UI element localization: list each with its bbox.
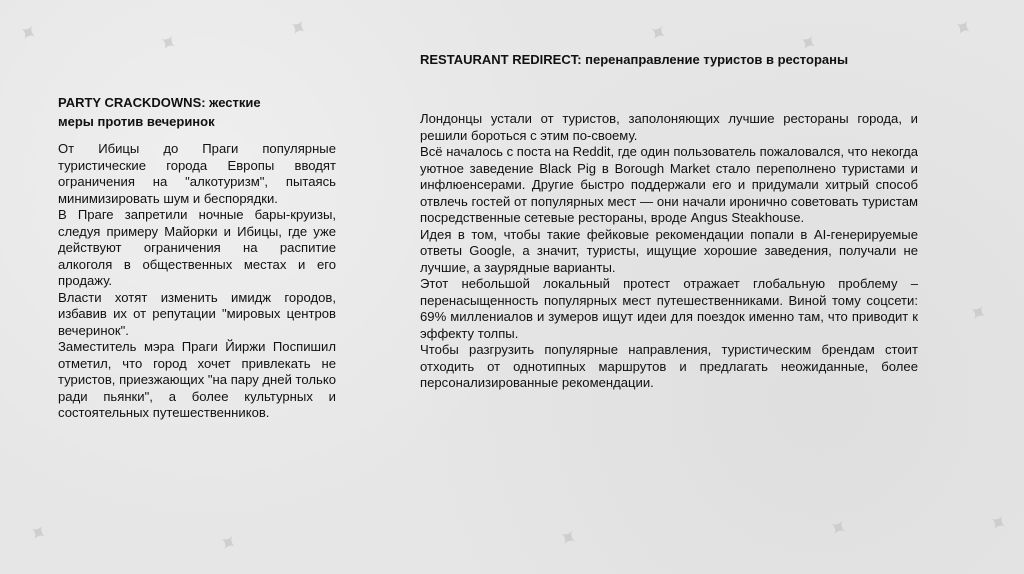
right-paragraph-1: Лондонцы устали от туристов, заполоняющих лучшие рестораны города, и решили бороться с этим по-своему.	[420, 111, 918, 143]
left-heading	[58, 93, 336, 131]
fish-icon: ✦	[213, 528, 245, 557]
left-column	[58, 93, 336, 422]
fish-icon: ✦	[153, 28, 185, 57]
fish-icon: ✦	[823, 513, 855, 542]
fish-icon: ✦	[963, 298, 995, 327]
right-heading: RESTAURANT REDIRECT: перенаправление туристов в рестораны	[420, 52, 849, 67]
fish-icon: ✦	[553, 523, 585, 552]
right-paragraph-5: Чтобы разгрузить популярные направления, туристическим брендам стоит отходить от однотипных маршрутов и предлагать неожиданные, более персонализированные рекомендации.	[420, 342, 918, 390]
left-paragraph-1: От Ибицы до Праги популярные туристические города Европы вводят ограничения на "алкотуризм", пытаясь минимизировать шум и беспорядки.	[58, 141, 336, 206]
fish-icon: ✦	[948, 13, 980, 42]
left-heading-line2: меры против вечеринок	[58, 114, 215, 129]
right-column	[420, 50, 918, 392]
left-heading-line1: PARTY CRACKDOWNS: жесткие	[58, 95, 261, 110]
left-paragraph-2: В Праге запретили ночные бары-круизы, следуя примеру Майорки и Ибицы, где уже действуют ограничения на распитие алкоголя в общественных местах и его продажу.	[58, 207, 336, 288]
right-paragraph-2: Всё началось с поста на Reddit, где один пользователь пожаловался, что некогда уютное заведение Black Pig в Borough Market стало переполнено туристами и инфлюенсерами. Другие быстро поддержали его и придумали хитрый способ отвлечь гостей от популярных мест — они начали иронично советовать туристам посредственные сетевые рестораны, вроде Angus Steakhouse.	[420, 144, 918, 225]
fish-icon: ✦	[283, 13, 315, 42]
left-paragraph-4: Заместитель мэра Праги Йиржи Поспишил отметил, что город хочет привлекать не туристов, приезжающих "на пару дней только ради пьянки", а более культурных и состоятельных путешественников.	[58, 339, 336, 420]
fish-icon: ✦	[13, 18, 45, 47]
fish-icon: ✦	[643, 18, 675, 47]
right-paragraph-3: Идея в том, чтобы такие фейковые рекомендации попали в AI-генерируемые ответы Google, а значит, туристы, ищущие хорошие заведения, получали не лучшие, а заурядные варианты.	[420, 226, 918, 275]
left-paragraph-3: Власти хотят изменить имидж городов, избавив их от репутации "мировых центров вечеринок".	[58, 289, 336, 338]
fish-icon: ✦	[23, 518, 55, 547]
fish-icon: ✦	[983, 508, 1015, 537]
right-paragraph-4: Этот небольшой локальный протест отражает глобальную проблему – перенасыщенность популярных мест путешественниками. Виной тому соцсети: 69% миллениалов и зумеров ищут идеи для поездок именно там, что приводит к эффекту толпы.	[420, 276, 918, 341]
fish-icon: ✦	[793, 28, 825, 57]
